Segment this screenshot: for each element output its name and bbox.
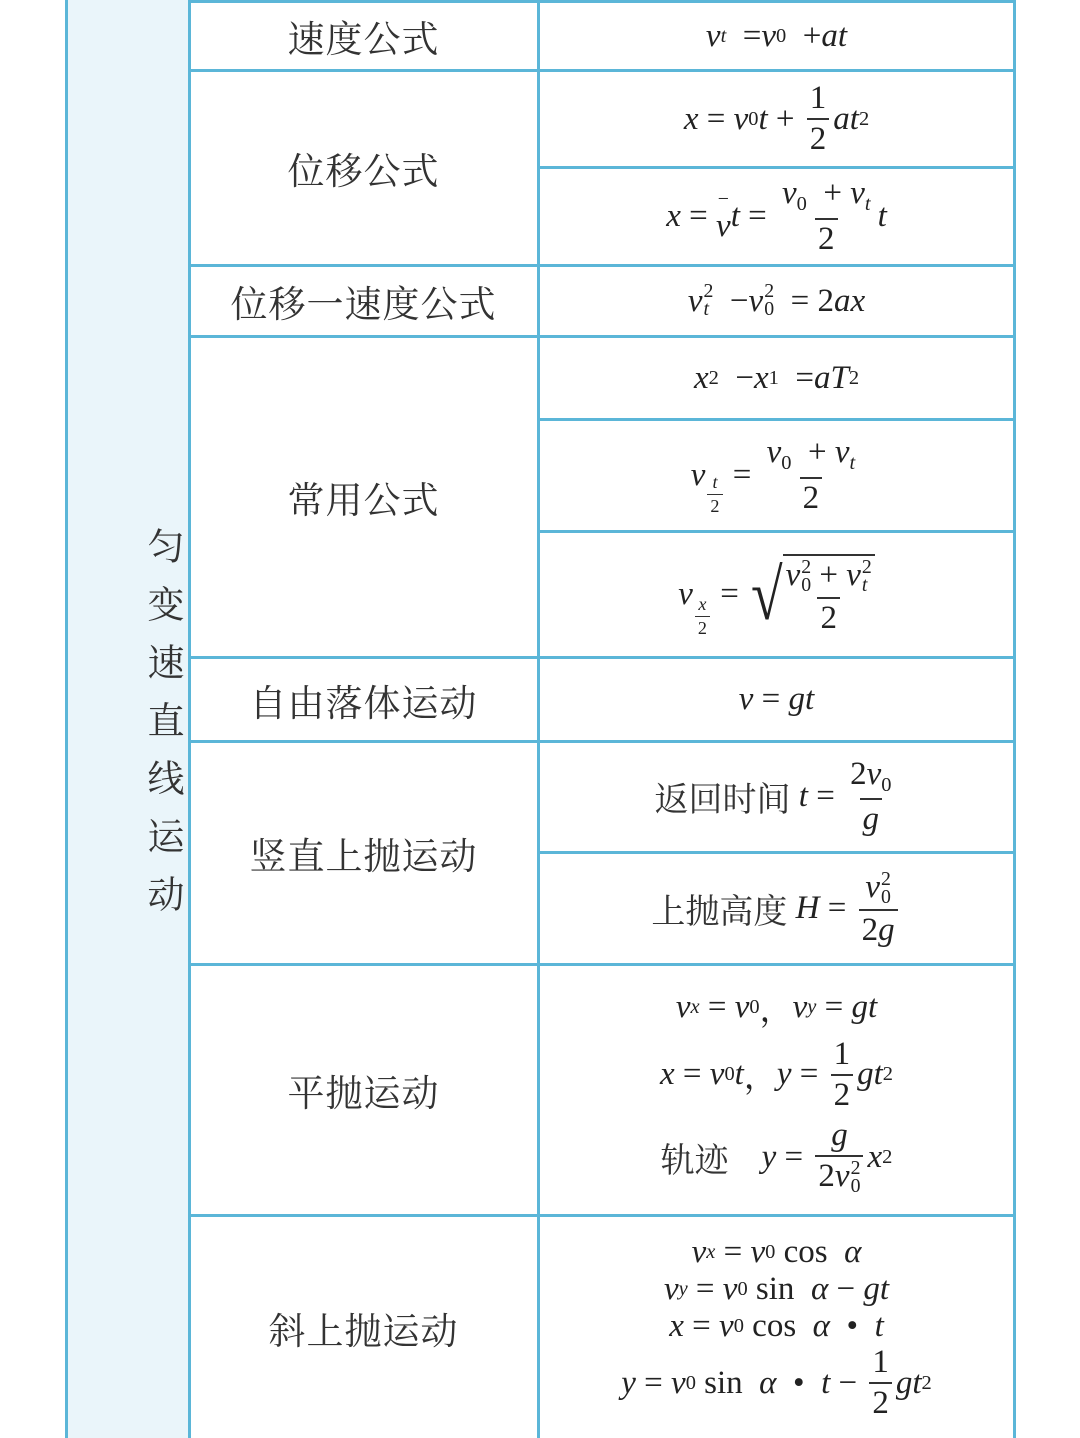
row-name: 平抛运动	[287, 1072, 440, 1115]
row-name: 常用公式	[287, 479, 440, 522]
return-time-label: 返回时间	[654, 780, 791, 821]
formula-horizontal-projectile: v x = v 0 ， v y = gt x = v 0 t ， y = $\frac{1}{2}$ gt 2 轨迹 y = g 2v 2 0 x 2	[660, 988, 893, 1198]
row-name: 竖直上抛运动	[249, 835, 478, 878]
formula-midpoint-velocity: v $\frac{x}{2}$ = √ v 2 0 + v 2 t 2	[540, 533, 1013, 656]
border-line	[65, 0, 68, 1438]
formula-displacement-average: x = − v t = $\frac{v_0 + v_t}{2}$ t	[666, 175, 887, 257]
formula-consecutive-difference: x 2 − x 1 = aT 2	[693, 359, 860, 396]
formula-velocity: v t = v 0 + at	[705, 17, 848, 54]
formula-velocity-displacement: v 2 t − v 2 0 = 2 ax	[687, 280, 866, 320]
formula-return-time: 返回时间 t = $\frac{2v_0}{g}$	[654, 755, 892, 838]
formula-oblique-projectile: v x = v 0 cos α v y = v 0 sin α − gt x = v 0 cos α • t y = v 0 sin α • t − $\frac{1}{2}$ gt 2	[621, 1234, 932, 1421]
formula-midtime-velocity: v $\frac{t}{2}$ = $\frac{v_0 + v_t}{2}$	[690, 434, 856, 516]
formula-free-fall: v = gt	[738, 681, 815, 717]
row-name: 速度公式	[287, 18, 440, 61]
trajectory-label: 轨迹	[660, 1140, 729, 1181]
category-title: 匀变速直线运动	[141, 527, 184, 933]
throw-height-label: 上抛高度	[651, 892, 788, 932]
border-line	[1013, 0, 1016, 1438]
row-name: 自由落体运动	[249, 681, 478, 725]
formula-max-height: 上抛高度 H = v 2 0 2g	[540, 854, 1013, 963]
formula-displacement: x = v 0 t + $\frac{1}{2}$ at 2	[683, 80, 870, 157]
row-name: 位移一速度公式	[230, 283, 497, 326]
row-name: 斜上抛运动	[268, 1309, 459, 1353]
row-name: 位移公式	[287, 150, 440, 193]
